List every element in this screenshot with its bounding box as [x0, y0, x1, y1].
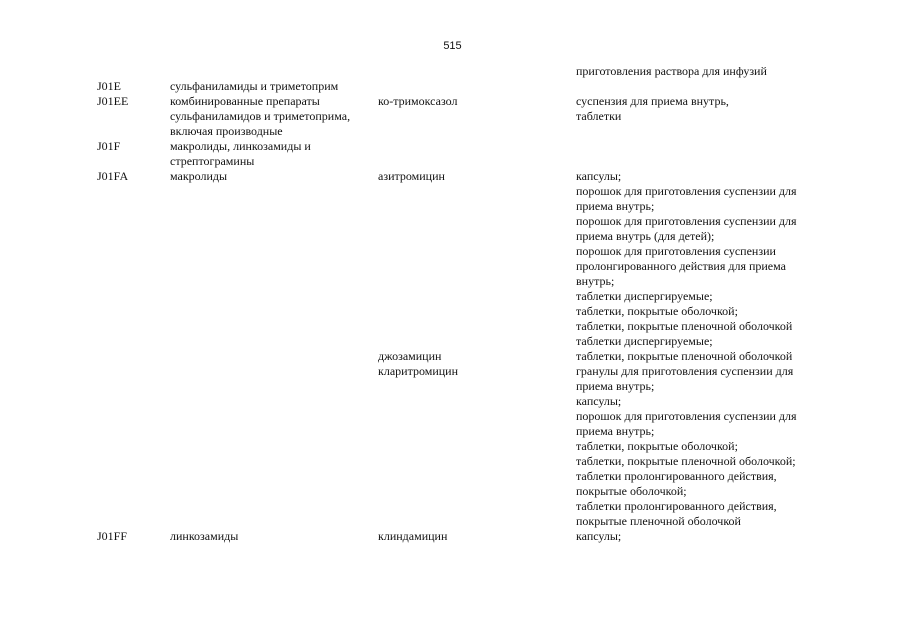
drug-name: клиндамицин [378, 529, 448, 543]
dosage-form: таблетки, покрытые пленочной оболочкой [576, 349, 793, 363]
table-row [0, 94, 905, 139]
pharmacological-group: макролиды, линкозамиды и стрептограмины [170, 139, 311, 168]
drug-name: джозамицин [378, 349, 442, 363]
atc-code: J01FF [97, 529, 128, 543]
table-row [0, 64, 905, 79]
atc-code: J01EE [97, 94, 129, 108]
drug-table [0, 64, 905, 544]
dosage-form: приготовления раствора для инфузий [576, 64, 767, 78]
atc-code: J01F [97, 139, 121, 153]
drug-name: азитромицин [378, 169, 445, 183]
table-row [0, 139, 905, 169]
dosage-form: капсулы; [576, 529, 622, 543]
drug-name: ко-тримоксазол [378, 94, 458, 108]
drug-name: кларитромицин [378, 364, 459, 378]
dosage-form: суспензия для приема внутрь, таблетки [576, 94, 729, 123]
table-row [0, 79, 905, 94]
pharmacological-group: сульфаниламиды и триметоприм [170, 79, 339, 93]
dosage-form: гранулы для приготовления суспензии для приема внутрь; капсулы; порошок для приготовления суспензии для приема внутрь; таблетки, покрытые оболочкой; таблетки, покрытые пленочной оболочкой; таблетки пролонгированного действия, покрытые оболочкой; таблетки пролонгированного действия, покрытые пленочной оболочкой [576, 364, 797, 528]
pharmacological-group: линкозамиды [170, 529, 239, 543]
table-row [0, 364, 905, 529]
atc-code: J01E [97, 79, 121, 93]
table-row [0, 169, 905, 349]
table-row [0, 349, 905, 364]
atc-code: J01FA [97, 169, 129, 183]
pharmacological-group: макролиды [170, 169, 228, 183]
dosage-form: капсулы; порошок для приготовления суспензии для приема внутрь; порошок для приготовления суспензии для приема внутрь (для детей); порошок для приготовления суспензии пролонгированного действия для приема внутрь; таблетки диспергируемые; таблетки, покрытые оболочкой; таблетки, покрытые пленочной оболочкой таблетки диспергируемые; [576, 169, 797, 348]
table-row [0, 529, 905, 544]
pharmacological-group: комбинированные препараты сульфаниламидов и триметоприма, включая производные [170, 94, 351, 138]
page-number: 515 [443, 40, 462, 52]
